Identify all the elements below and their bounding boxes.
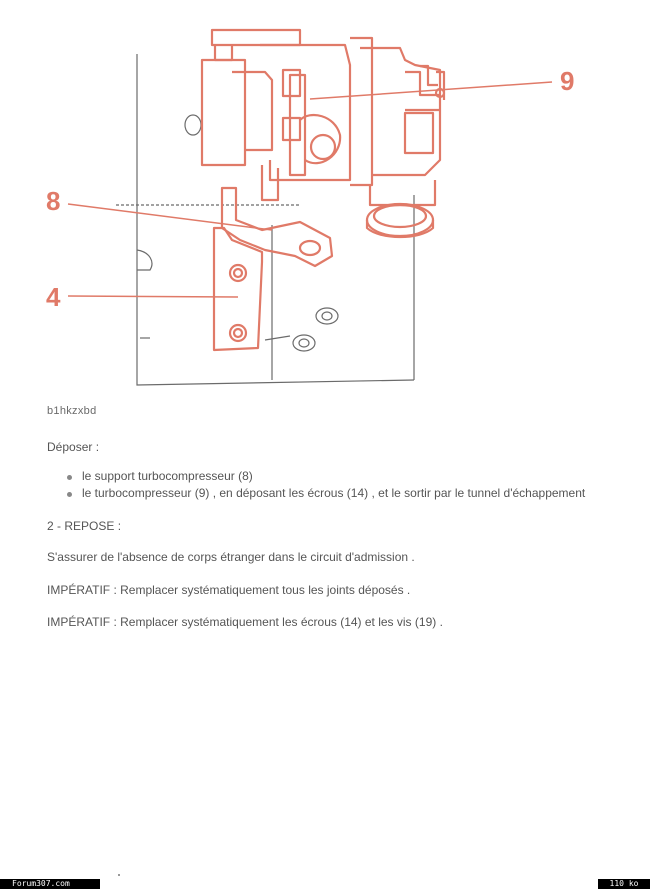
figure-code: b1hkzxbd bbox=[47, 405, 97, 417]
footer-site-label: Forum307.com bbox=[0, 879, 100, 889]
callout-9: 9 bbox=[560, 66, 575, 96]
turbocharger-diagram bbox=[0, 0, 650, 400]
paragraph-joints: IMPÉRATIF : Remplacer systématiquement tous les joints déposés . bbox=[47, 583, 411, 597]
removal-steps-list bbox=[66, 468, 585, 502]
callout-8: 8 bbox=[46, 186, 61, 216]
paragraph-nuts-screws: IMPÉRATIF : Remplacer systématiquement les écrous (14) et les vis (19) . bbox=[47, 615, 443, 629]
turbocharger-part-9 bbox=[202, 30, 444, 237]
footer-size-label: 110 ko bbox=[598, 879, 650, 889]
intro-text: Déposer : bbox=[47, 440, 100, 454]
section-title: 2 - REPOSE : bbox=[47, 519, 122, 533]
scan-speck bbox=[118, 874, 120, 876]
engine-block-outline bbox=[116, 54, 414, 385]
callout-4: 4 bbox=[46, 282, 61, 312]
list-item: le support turbocompresseur (8) bbox=[66, 468, 585, 485]
paragraph-admission: S'assurer de l'absence de corps étranger dans le circuit d'admission . bbox=[47, 550, 415, 564]
list-item: le turbocompresseur (9) , en déposant les écrous (14) , et le sortir par le tunnel d'échappement bbox=[66, 485, 585, 502]
